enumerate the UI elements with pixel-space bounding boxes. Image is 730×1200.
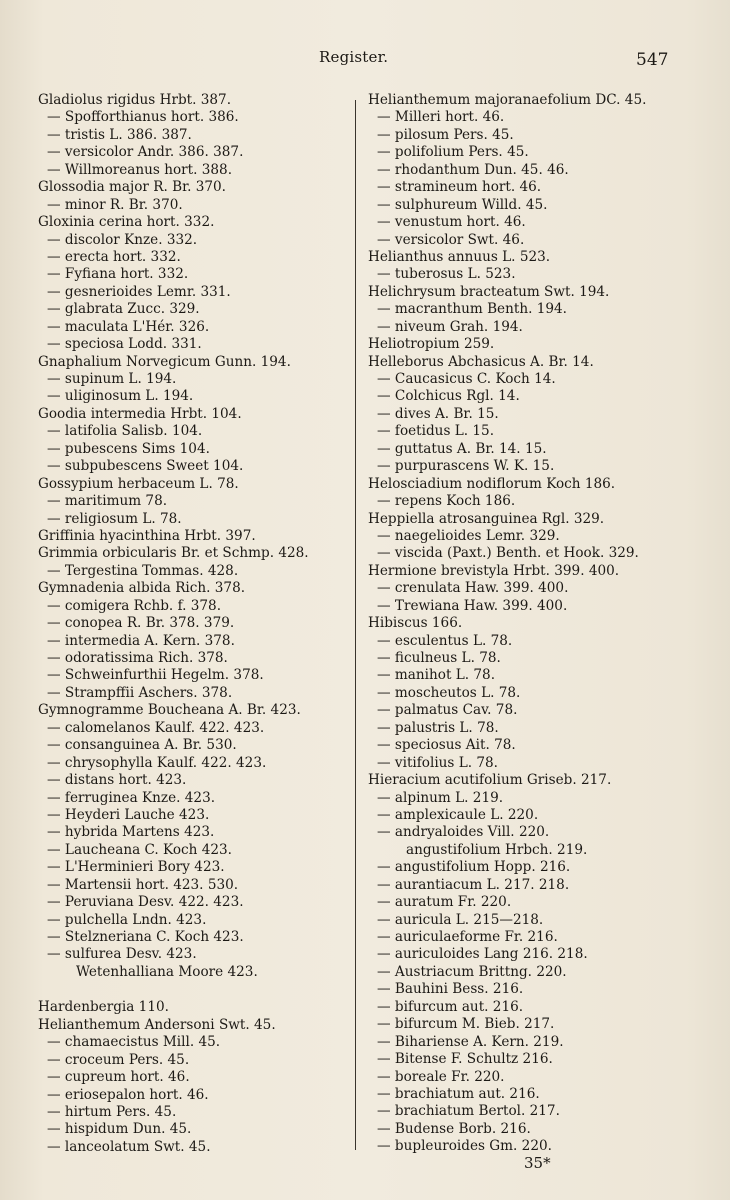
index-entry: — Heyderi Lauche 423.	[47, 806, 210, 823]
index-entry: — hybrida Martens 423.	[47, 824, 215, 841]
index-entry: Helleborus Abchasicus A. Br. 14.	[368, 353, 594, 370]
index-entry: Wetenhalliana Moore 423.	[76, 963, 258, 980]
index-entry: — aurantiacum L. 217. 218.	[377, 876, 570, 893]
section-gap	[38, 981, 352, 999]
page-number: 547	[636, 50, 669, 70]
index-entry: — ficulneus L. 78.	[377, 650, 501, 666]
index-entry: Heliotropium 259.	[368, 336, 495, 353]
index-entry: Hibiscus 166.	[368, 615, 463, 632]
index-entry: — versicolor Andr. 386. 387.	[47, 144, 244, 161]
index-entry: — distans hort. 423.	[47, 772, 187, 789]
index-entry: — ferruginea Knze. 423.	[47, 789, 216, 806]
index-entry: — bifurcum aut. 216.	[377, 998, 524, 1015]
index-entry: — purpurascens W. K. 15.	[377, 458, 555, 475]
index-entry: — Colchicus Rgl. 14.	[377, 388, 520, 405]
index-entry: — eriosepalon hort. 46.	[47, 1086, 209, 1103]
index-entry: Gloxinia cerina hort. 332.	[38, 214, 215, 231]
running-title: Register.	[319, 48, 389, 66]
index-entry: Helianthus annuus L. 523.	[368, 248, 551, 265]
index-entry: Helianthemum Andersoni Swt. 45.	[38, 1016, 276, 1033]
index-entry: — crenulata Haw. 399. 400.	[377, 580, 569, 597]
index-entry: — pubescens Sims 104.	[47, 440, 210, 457]
index-entry: — pilosum Pers. 45.	[377, 126, 514, 143]
index-entry: — maculata L'Hér. 326.	[47, 318, 210, 335]
index-entry: Heppiella atrosanguinea Rgl. 329.	[368, 510, 605, 527]
index-entry: — comigera Rchb. f. 378.	[47, 597, 222, 614]
index-entry: — moscheutos L. 78.	[377, 684, 521, 701]
index-entry: — hirtum Pers. 45.	[47, 1103, 177, 1120]
index-entry: — odoratissima Rich. 378.	[47, 650, 228, 666]
index-entry: — Austriacum Brittng. 220.	[377, 963, 567, 980]
index-entry: — Caucasicus C. Koch 14.	[377, 371, 556, 387]
index-entry: — naegelioides Lemr. 329.	[377, 527, 560, 544]
index-entry: — Martensii hort. 423. 530.	[47, 876, 239, 893]
index-entry: — tristis L. 386. 387.	[47, 126, 192, 143]
index-entry: — erecta hort. 332.	[47, 248, 181, 265]
index-entry: — Budense Borb. 216.	[377, 1120, 531, 1137]
index-entry: — vitifolius L. 78.	[377, 754, 499, 771]
index-entry: Helianthemum majoranaefolium DC. 45.	[368, 92, 647, 108]
index-entry: Glossodia major R. Br. 370.	[38, 179, 226, 196]
index-entry: — macranthum Benth. 194.	[377, 301, 567, 318]
index-entry: — supinum L. 194.	[47, 371, 177, 387]
index-entry: — hispidum Dun. 45.	[47, 1121, 192, 1138]
index-entry: angustifolium Hrbch. 219.	[406, 841, 588, 858]
index-entry: — stramineum hort. 46.	[377, 179, 542, 196]
index-entry: — Laucheana C. Koch 423.	[47, 841, 232, 858]
index-entry: — maritimum 78.	[47, 493, 168, 510]
column-divider	[355, 100, 356, 1150]
index-entry: — alpinum L. 219.	[377, 789, 504, 806]
index-entry: — manihot L. 78.	[377, 667, 496, 684]
index-entry: — Spofforthianus hort. 386.	[47, 109, 239, 126]
index-entry: — Trewiana Haw. 399. 400.	[377, 597, 568, 614]
index-entry: — pulchella Lndn. 423.	[47, 911, 207, 928]
index-entry: — Willmoreanus hort. 388.	[47, 161, 233, 178]
index-entry: — boreale Fr. 220.	[377, 1068, 505, 1085]
index-entry: — Bihariense A. Kern. 219.	[377, 1033, 564, 1050]
index-entry: — auratum Fr. 220.	[377, 894, 512, 911]
index-entry: Griffinia hyacinthina Hrbt. 397.	[38, 527, 256, 544]
index-entry: Goodia intermedia Hrbt. 104.	[38, 405, 242, 422]
index-entry: — tuberosus L. 523.	[377, 266, 516, 283]
index-entry: Hieracium acutifolium Griseb. 217.	[368, 772, 612, 789]
index-entry: Gossypium herbaceum L. 78.	[38, 475, 239, 492]
index-entry: — discolor Knze. 332.	[47, 231, 198, 248]
index-entry: — Fyfiana hort. 332.	[47, 266, 189, 283]
index-entry: — cupreum hort. 46.	[47, 1069, 190, 1086]
index-entry: Gladiolus rigidus Hrbt. 387.	[38, 92, 232, 108]
index-entry: — polifolium Pers. 45.	[377, 144, 529, 161]
index-entry: — Tergestina Tommas. 428.	[47, 562, 239, 579]
index-entry: — palustris L. 78.	[377, 719, 499, 736]
index-entry: — L'Herminieri Bory 423.	[47, 859, 225, 876]
index-entry: — croceum Pers. 45.	[47, 1051, 190, 1068]
index-entry: Helosciadium nodiflorum Koch 186.	[368, 475, 616, 492]
index-entry: — repens Koch 186.	[377, 493, 516, 510]
index-entry: — consanguinea A. Br. 530.	[47, 737, 237, 754]
index-entry: — guttatus A. Br. 14. 15.	[377, 440, 547, 457]
index-entry: — sulphureum Willd. 45.	[377, 196, 548, 213]
index-entry: — Milleri hort. 46.	[377, 109, 505, 126]
index-entry: — conopea R. Br. 378. 379.	[47, 615, 235, 632]
index-entry: — esculentus L. 78.	[377, 632, 513, 649]
index-entry: — bupleuroides Gm. 220.	[377, 1138, 552, 1155]
index-entry: — subpubescens Sweet 104.	[47, 458, 244, 475]
index-entry: — amplexicaule L. 220.	[377, 806, 539, 823]
index-entry: — niveum Grah. 194.	[377, 318, 523, 335]
index-entry: Gnaphalium Norvegicum Gunn. 194.	[38, 353, 291, 370]
index-entry: — dives A. Br. 15.	[377, 405, 499, 422]
index-entry: — versicolor Swt. 46.	[377, 231, 525, 248]
index-entry: — Strampffii Aschers. 378.	[47, 684, 233, 701]
index-entry: — andryaloides Vill. 220.	[377, 824, 550, 841]
index-column-left	[38, 92, 352, 1156]
index-entry: — foetidus L. 15.	[377, 423, 495, 440]
index-entry: — auricula L. 215—218.	[377, 911, 544, 928]
index-entry: Hermione brevistyla Hrbt. 399. 400.	[368, 562, 620, 579]
index-entry: — rhodanthum Dun. 45. 46.	[377, 161, 569, 178]
page-header	[0, 48, 730, 74]
index-entry: — uliginosum L. 194.	[47, 388, 194, 405]
index-entry: Gymnadenia albida Rich. 378.	[38, 580, 246, 597]
index-entry: — Bitense F. Schultz 216.	[377, 1051, 553, 1068]
index-entry: — Peruviana Desv. 422. 423.	[47, 894, 244, 911]
index-entry: Gymnogramme Boucheana A. Br. 423.	[38, 702, 301, 719]
index-entry: — angustifolium Hopp. 216.	[377, 859, 571, 876]
index-entry: — brachiatum aut. 216.	[377, 1085, 540, 1102]
index-entry: — brachiatum Bertol. 217.	[377, 1103, 560, 1120]
index-column-right	[368, 92, 686, 1156]
index-entry: — calomelanos Kaulf. 422. 423.	[47, 719, 265, 736]
index-entry: — Schweinfurthii Hegelm. 378.	[47, 667, 264, 684]
index-entry: — auriculaeforme Fr. 216.	[377, 929, 558, 945]
index-entry: — bifurcum M. Bieb. 217.	[377, 1016, 555, 1033]
index-entry: — chrysophylla Kaulf. 422. 423.	[47, 754, 267, 771]
index-entry: Grimmia orbicularis Br. et Schmp. 428.	[38, 545, 309, 562]
index-entry: — gesnerioides Lemr. 331.	[47, 283, 231, 300]
index-entry: — auriculoides Lang 216. 218.	[377, 946, 588, 963]
index-entry: — Bauhini Bess. 216.	[377, 981, 524, 998]
index-entry: — palmatus Cav. 78.	[377, 702, 518, 719]
index-entry: — religiosum L. 78.	[47, 510, 182, 527]
index-entry: — glabrata Zucc. 329.	[47, 301, 200, 318]
signature-mark: 35*	[524, 1154, 551, 1172]
index-entry: — venustum hort. 46.	[377, 214, 526, 231]
index-entry: — lanceolatum Swt. 45.	[47, 1138, 211, 1155]
index-entry: — minor R. Br. 370.	[47, 196, 183, 213]
index-entry: — chamaecistus Mill. 45.	[47, 1034, 221, 1051]
index-entry: Hardenbergia 110.	[38, 999, 169, 1016]
index-entry: — intermedia A. Kern. 378.	[47, 632, 235, 649]
index-entry: — Stelzneriana C. Koch 423.	[47, 929, 244, 945]
index-entry: — viscida (Paxt.) Benth. et Hook. 329.	[377, 545, 639, 562]
index-entry: — latifolia Salisb. 104.	[47, 423, 203, 440]
index-entry: — sulfurea Desv. 423.	[47, 946, 197, 963]
index-entry: — speciosa Lodd. 331.	[47, 336, 202, 353]
index-entry: — speciosus Ait. 78.	[377, 737, 516, 754]
index-entry: Helichrysum bracteatum Swt. 194.	[368, 283, 610, 300]
